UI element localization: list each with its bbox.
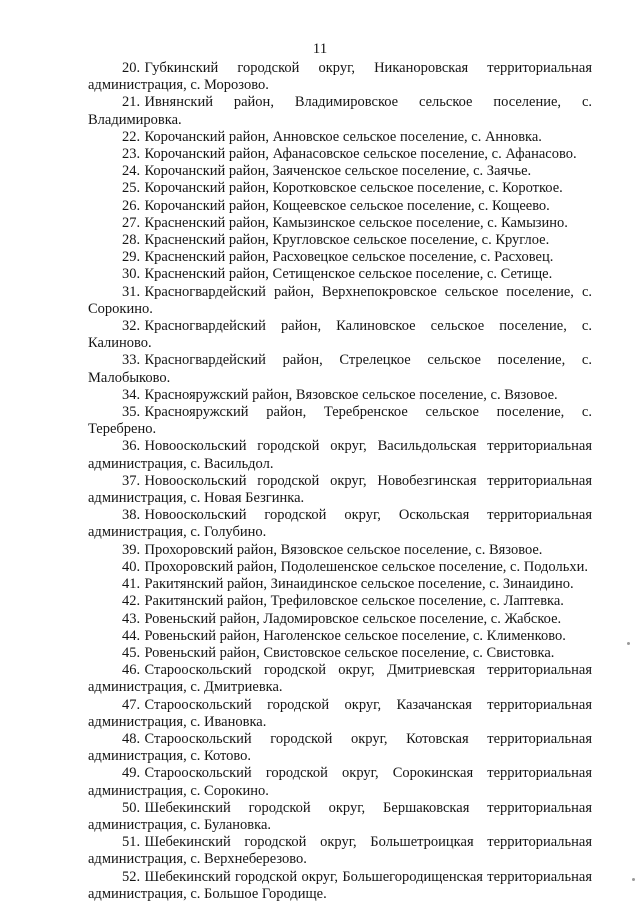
item-text: Старооскольский городской округ, Сорокинская территориальная администрация, с. Сорокино. [88,765,592,799]
list-item [88,215,592,232]
list-item [88,576,592,593]
item-text: Корочанский район, Анновское сельское поселение, с. Анновка. [144,128,542,145]
list-item [88,507,592,541]
scan-speck [627,642,630,645]
item-text: Краснояружский район, Вязовское сельское поселение, с. Вязовое. [144,386,558,403]
item-text: Ровеньский район, Наголенское сельское поселение, с. Клименково. [144,627,566,644]
settlement-list [88,60,592,903]
item-text: Корочанский район, Кощеевское сельское поселение, с. Кощеево. [144,197,550,214]
item-text: Новооскольский городской округ, Новобезгинская территориальная администрация, с. Новая Безгинка. [88,472,592,507]
list-item [88,352,592,386]
item-text: Корочанский район, Заяченское сельское поселение, с. Заячье. [144,163,532,180]
item-text: Шебекинский городской округ, Большегородищенская территориальная администрация, с. Большое Городище. [88,868,592,902]
list-item [88,180,592,197]
item-number: 28. [122,232,141,249]
item-text: Шебекинский городской округ, Большетроицкая территориальная администрация, с. Верхнеберезово. [88,834,592,868]
item-text: Новооскольский городской округ, Оскольская территориальная администрация, с. Голубино. [88,507,592,541]
list-item [88,404,592,438]
item-number: 48. [122,730,141,747]
item-text: Губкинский городской округ, Никаноровская территориальная администрация, с. Морозово. [88,60,592,94]
list-item [88,542,592,559]
list-item [88,834,592,868]
item-text: Ровеньский район, Ладомировское сельское поселение, с. Жабское. [144,610,562,627]
list-item [88,249,592,266]
list-item [88,198,592,215]
item-number: 43. [122,610,141,627]
item-number: 31. [122,283,141,300]
list-item [88,628,592,645]
list-item [88,438,592,472]
item-number: 44. [122,627,141,644]
list-item [88,232,592,249]
item-number: 20. [122,60,141,76]
list-item [88,731,592,765]
item-text: Краснояружский район, Теребренское сельское поселение, с. Теребрено. [88,404,592,438]
item-text: Прохоровский район, Подолешенское сельское поселение, с. Подольхи. [144,558,588,575]
list-item [88,593,592,610]
item-number: 25. [122,180,141,197]
list-item [88,60,592,94]
item-number: 24. [122,163,141,180]
item-number: 39. [122,541,141,558]
item-text: Красненский район, Камызинское сельское поселение, с. Камызино. [144,214,568,231]
list-item [88,697,592,731]
item-number: 32. [122,318,141,335]
item-text: Ракитянский район, Трефиловское сельское поселение, с. Лаптевка. [144,593,564,610]
item-text: Красногвардейский район, Стрелецкое сельское поселение, с. Малобыково. [88,352,592,386]
item-number: 51. [122,834,141,851]
item-number: 27. [122,214,141,231]
list-item [88,800,592,834]
item-number: 37. [122,472,141,489]
list-item [88,611,592,628]
item-text: Старооскольский городской округ, Казачанская территориальная администрация, с. Ивановка. [88,696,592,730]
item-number: 41. [122,576,141,593]
list-item [88,266,592,283]
item-number: 46. [122,662,141,679]
item-number: 52. [122,868,141,885]
item-number: 49. [122,765,141,782]
item-number: 22. [122,128,141,145]
item-text: Ракитянский район, Зинаидинское сельское поселение, с. Зинаидино. [144,576,574,593]
item-text: Шебекинский городской округ, Бершаковская территориальная администрация, с. Булановка. [88,799,592,833]
item-number: 33. [122,352,141,369]
item-number: 50. [122,799,141,816]
item-number: 35. [122,404,141,421]
list-item [88,645,592,662]
list-item [88,662,592,696]
list-item [88,284,592,318]
item-number: 30. [122,266,141,283]
item-number: 23. [122,146,141,163]
item-text: Новооскольский городской округ, Васильдольская территориальная администрация, с. Васильдол. [88,438,592,472]
item-text: Корочанский район, Коротковское сельское поселение, с. Короткое. [144,180,563,197]
item-number: 29. [122,249,141,266]
list-item [88,765,592,799]
list-item [88,559,592,576]
item-text: Старооскольский городской округ, Котовская территориальная администрация, с. Котово. [88,730,592,765]
list-item [88,387,592,404]
list-item [88,146,592,163]
item-text: Красненский район, Сетищенское сельское поселение, с. Сетище. [144,266,553,283]
list-item [88,94,592,128]
item-number: 42. [122,593,141,610]
item-text: Старооскольский городской округ, Дмитриевская территориальная администрация, с. Дмитриевка. [88,662,592,696]
item-number: 34. [122,386,141,403]
item-number: 40. [122,558,141,575]
item-text: Прохоровский район, Вязовское сельское поселение, с. Вязовое. [144,541,543,558]
page-number: 11 [312,41,328,57]
item-text: Красненский район, Расховецкое сельское поселение, с. Расховец. [144,249,554,266]
scan-speck [632,878,635,881]
item-text: Корочанский район, Афанасовское сельское поселение, с. Афанасово. [144,146,577,163]
item-text: Красненский район, Кругловское сельское поселение, с. Круглое. [144,232,550,249]
item-text: Красногвардейский район, Калиновское сельское поселение, с. Калиново. [88,318,592,352]
item-number: 36. [122,438,141,455]
item-number: 45. [122,644,141,661]
item-number: 38. [122,507,141,524]
item-text: Ивнянский район, Владимировское сельское поселение, с. Владимировка. [88,94,592,128]
item-number: 26. [122,197,141,214]
list-item [88,869,592,903]
list-item [88,129,592,146]
list-item [88,163,592,180]
list-item [88,473,592,507]
item-text: Красногвардейский район, Верхнепокровское сельское поселение, с. Сорокино. [88,283,592,317]
item-number: 47. [122,696,141,713]
item-text: Ровеньский район, Свистовское сельское поселение, с. Свистовка. [144,644,555,661]
item-number: 21. [122,94,141,111]
list-item [88,318,592,352]
